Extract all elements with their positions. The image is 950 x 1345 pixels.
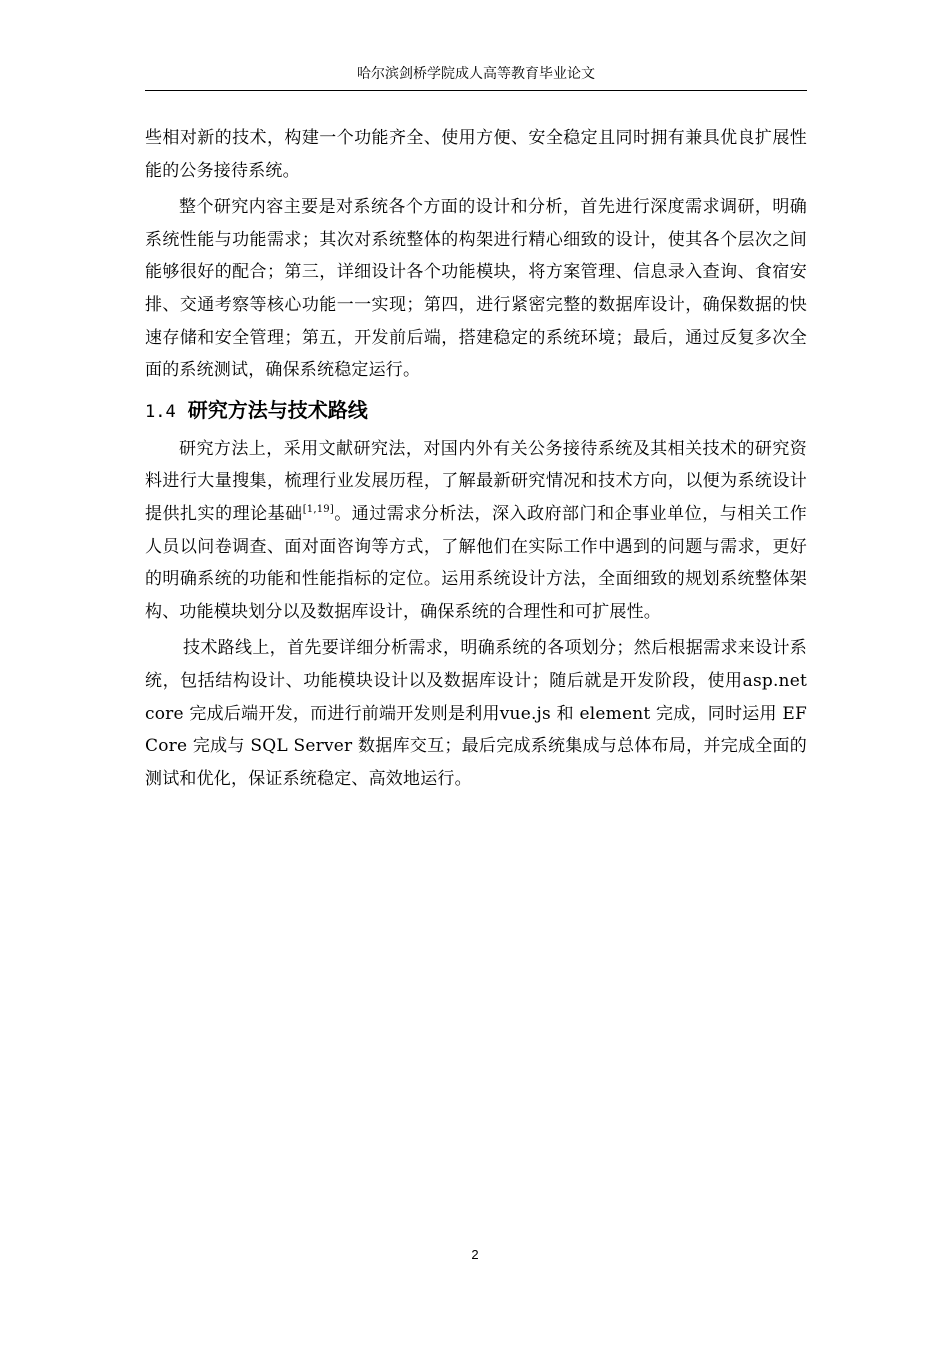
paragraph-research-content: 整个研究内容主要是对系统各个方面的设计和分析，首先进行深度需求调研，明确系统性能与功能需求；其次对系统整体的构架进行精心细致的设计，使其各个层次之间能够很好的配合；第三，详细设计各个功能模块，将方案管理、信息录入查询、食宿安排、交通考察等核心功能一一实现；第四，进行紧密完整的数据库设计，确保数据的快速存储和安全管理；第五，开发前后端，搭建稳定的系统环境；最后，通过反复多次全面的系统测试，确保系统稳定运行。 [145, 197, 807, 381]
running-header-title: 哈尔滨剑桥学院成人高等教育毕业论文 [357, 66, 595, 82]
paragraph-continuation: 些相对新的技术，构建一个功能齐全、使用方便、安全稳定且同时拥有兼具优良扩展性能的公务接待系统。 [145, 128, 807, 181]
page-number: 2 [471, 1247, 479, 1262]
paragraph-research-methods [145, 433, 807, 629]
citation-reference[interactable]: [1,19] [302, 503, 334, 515]
page-body [145, 122, 807, 795]
paragraph-text: 研究方法上，采用文献研究法，对国内外有关公务接待系统及其相关技术的研究资料进行大量搜集，梳理行业发展历程，了解最新研究情况和技术方向，以便为系统设计提供扎实的理论基础 [145, 438, 807, 524]
section-number: 1.4 [145, 401, 176, 422]
section-title: 研究方法与技术路线 [187, 397, 368, 422]
running-header [145, 62, 807, 91]
paragraph-technical-route: 技术路线上，首先要详细分析需求，明确系统的各项划分；然后根据需求来设计系统，包括结构设计、功能模块设计以及数据库设计；随后就是开发阶段，使用asp.net core 完成后端开发，而进行前端开发则是利用vue.js 和 element 完成，同时运用 EF Core 完成与 SQL Server 数据库交互；最后完成系统集成与总体布局，并完成全面的测试和优化，保证系统稳定、高效地运行。 [145, 638, 807, 789]
paragraph-text: 。通过需求分析法，深入政府部门和企事业单位，与相关工作人员以问卷调查、面对面咨询等方式，了解他们在实际工作中遇到的问题与需求，更好的明确系统的功能和性能指标的定位。运用系统设计方法，全面细致的规划系统整体架构、功能模块划分以及数据库设计，确保系统的合理性和可扩展性。 [145, 503, 807, 622]
section-heading [145, 395, 807, 427]
